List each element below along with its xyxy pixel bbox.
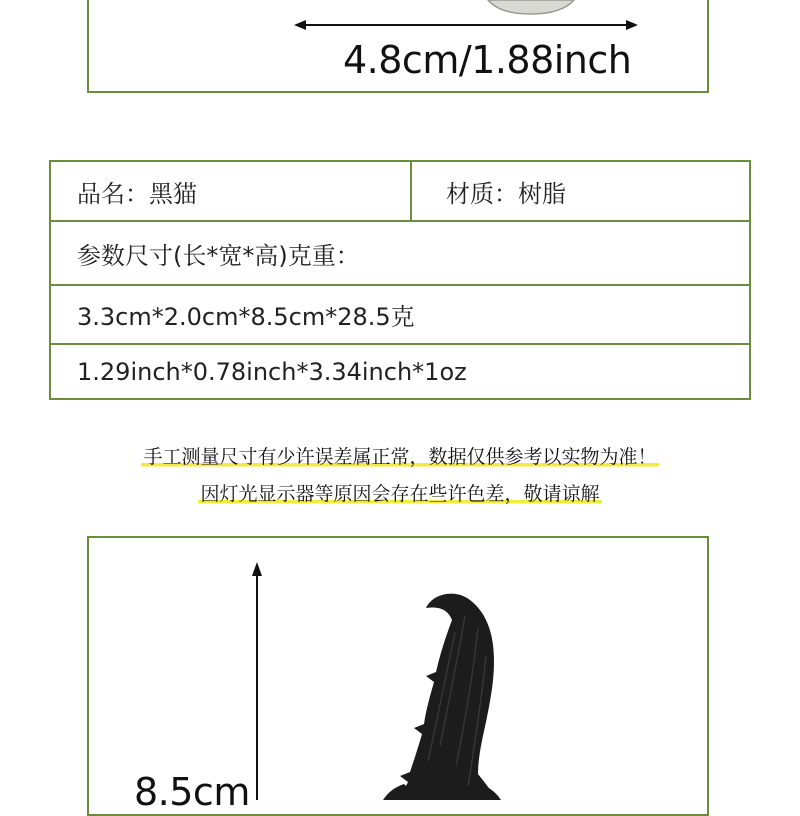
- height-label: 8.5cm: [134, 770, 250, 814]
- measurement-note: [0, 442, 800, 469]
- spec-row-params: [50, 221, 750, 285]
- black-cat-figurine: [380, 594, 504, 800]
- params-heading-cell: 参数尺寸(长*宽*高)克重：: [50, 221, 750, 285]
- material-cell: 材质：树脂: [411, 161, 750, 221]
- color-note: [0, 479, 800, 506]
- spec-row-name: [50, 161, 750, 221]
- imperial-size-cell: 1.29inch*0.78inch*3.34inch*1oz: [50, 344, 750, 399]
- figurine-base: [488, 0, 574, 14]
- width-dimension-arrow: [294, 20, 638, 30]
- bottom-product-illustration: [0, 536, 800, 800]
- height-dimension-arrow: [252, 562, 262, 800]
- measurement-note-text: 手工测量尺寸有少许误差属正常，数据仅供参考以实物为准！: [143, 446, 657, 468]
- spec-table: [49, 160, 751, 400]
- cat-tail: [396, 594, 500, 800]
- product-name-cell: 品名：黑猫: [50, 161, 411, 221]
- spec-row-metric: [50, 285, 750, 344]
- metric-size-cell: 3.3cm*2.0cm*8.5cm*28.5克: [50, 285, 750, 344]
- spec-row-imperial: [50, 344, 750, 399]
- width-label: 4.8cm/1.88inch: [343, 38, 632, 82]
- color-note-text: 因灯光显示器等原因会存在些许色差，敬请谅解: [200, 483, 600, 505]
